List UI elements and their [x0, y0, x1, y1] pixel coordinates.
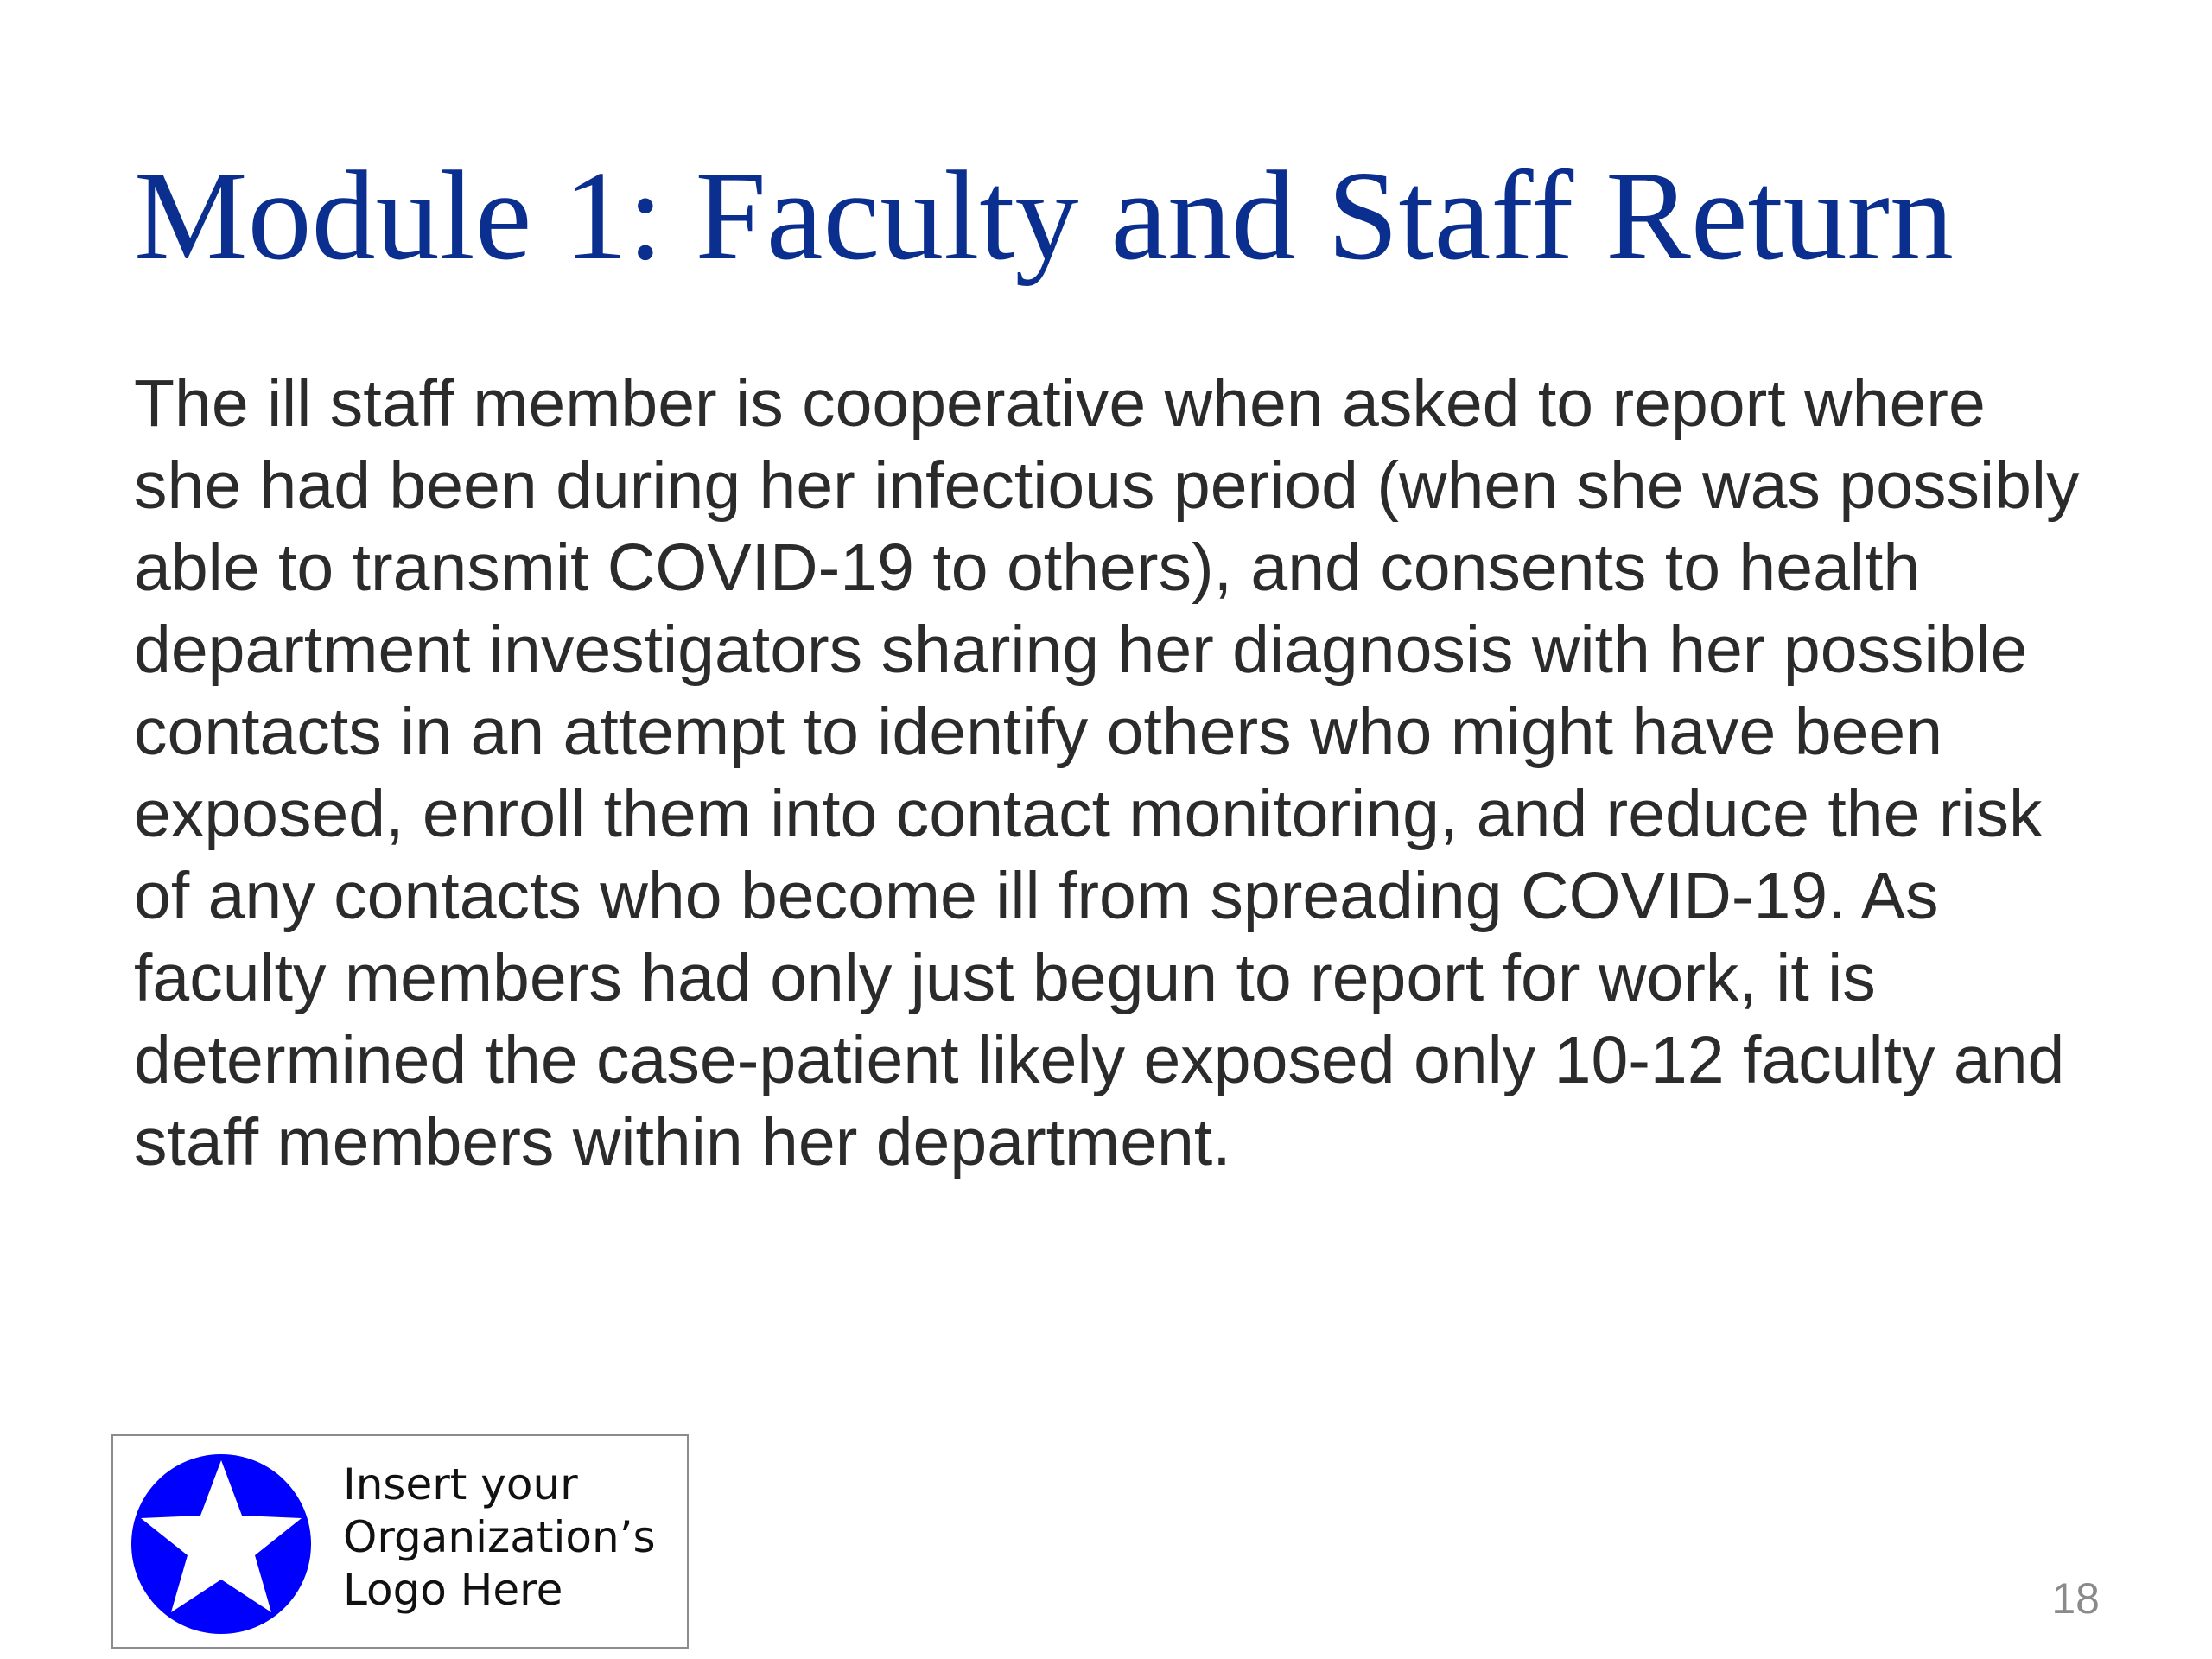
page-number: 18	[2051, 1574, 2100, 1623]
slide-body-text: The ill staff member is cooperative when asked to report where she had been during her infectious period (when she was possibly able to transmit COVID-19 to others), and consents to health department investigators sharing her diagnosis with her possible contacts in an attempt to identify others who might have been exposed, enroll them into contact monitoring, and reduce the risk of any contacts who become ill from spreading COVID-19. As faculty members had only just begun to report for work, it is determined the case-patient likely exposed only 10-12 faculty and staff members within her department.	[134, 366, 2080, 1179]
star-icon	[130, 1453, 312, 1635]
logo-placeholder-text	[343, 1459, 680, 1617]
slide-title: Module 1: Faculty and Staff Return	[134, 145, 1954, 287]
logo-text-line: Logo Here	[343, 1565, 563, 1615]
logo-placeholder	[111, 1434, 689, 1649]
logo-text-line: Insert your	[343, 1459, 578, 1510]
logo-text-line: Organization’s	[343, 1512, 656, 1562]
